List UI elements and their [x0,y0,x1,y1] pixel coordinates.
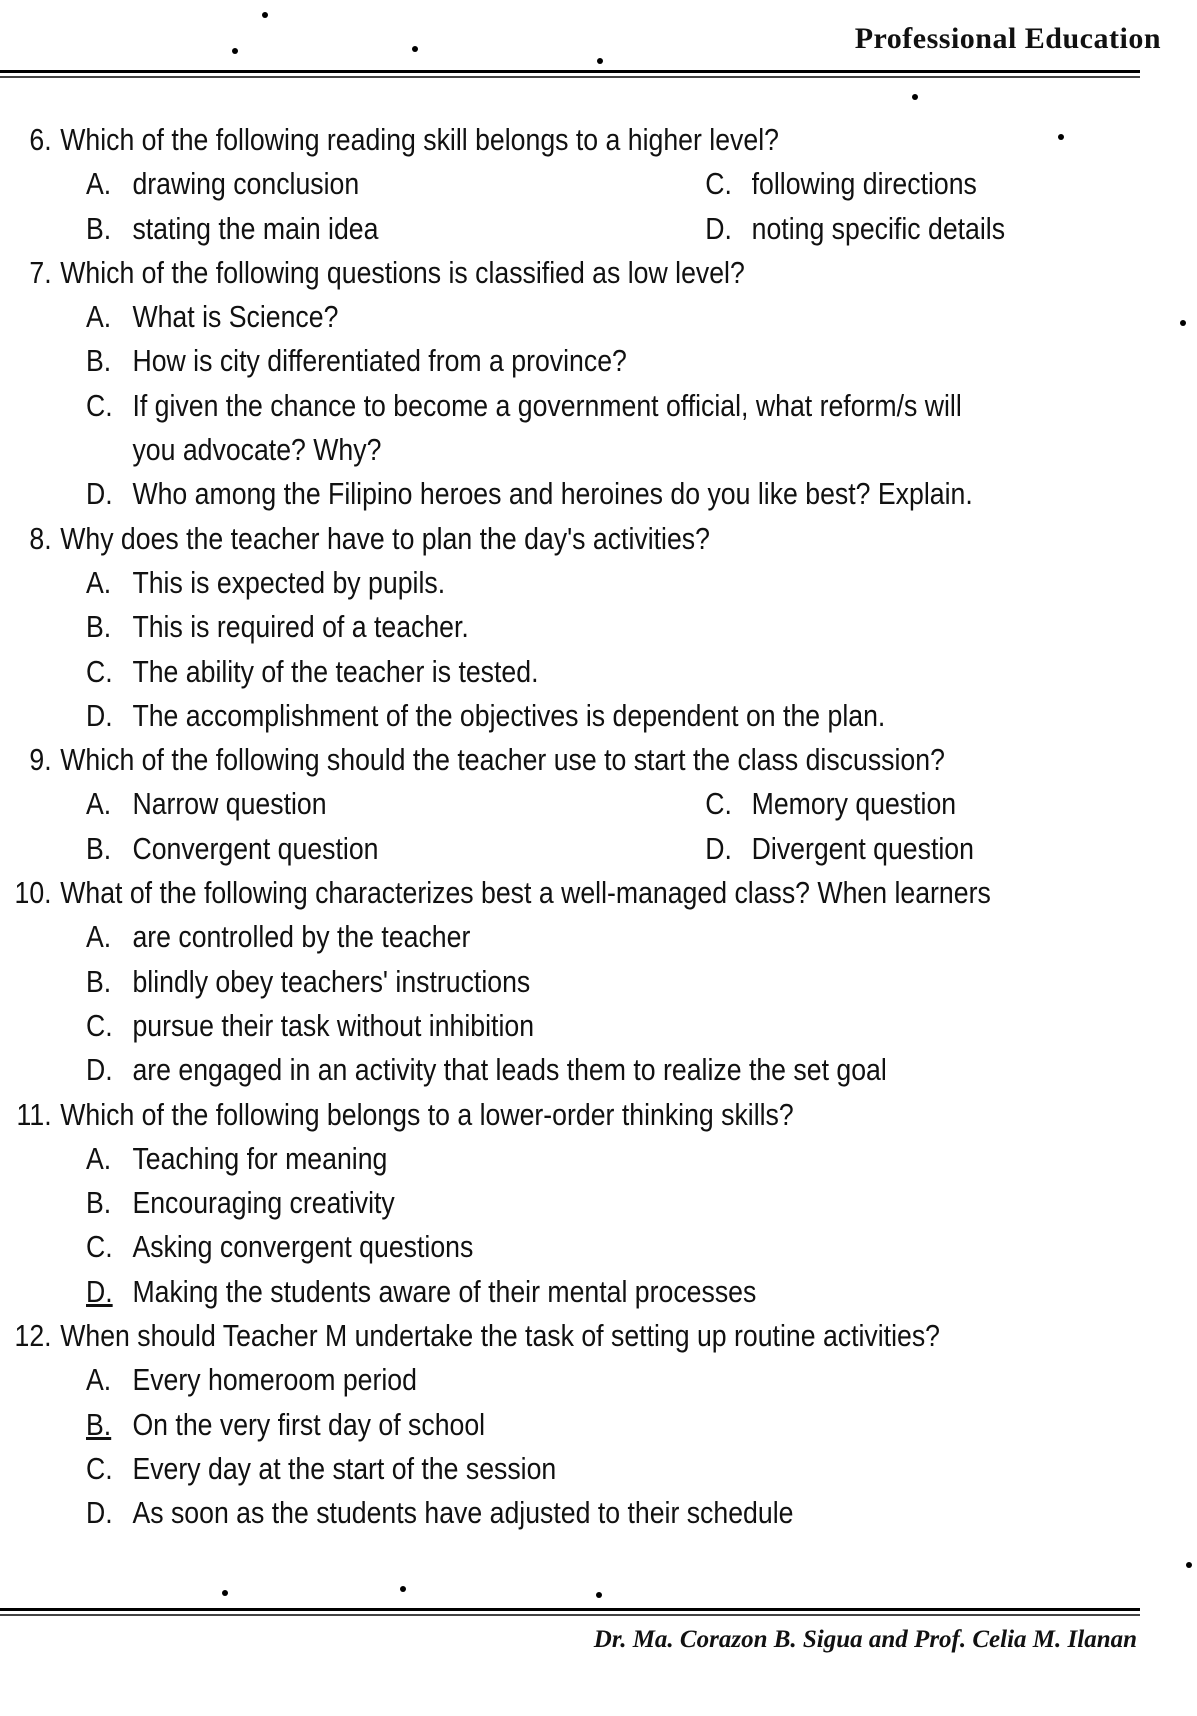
header-rule [0,70,1140,78]
choice-b[interactable] [86,960,998,1004]
question-6 [0,118,1006,251]
choice-text: Asking convergent questions [132,1229,474,1265]
scan-speck [1186,1562,1192,1568]
choice-text: Every day at the start of the session [132,1450,557,1486]
scan-speck [912,94,918,100]
choice-letter: C. [705,786,732,822]
choice-a[interactable] [86,1137,998,1181]
scan-speck [262,12,268,18]
choice-a[interactable] [86,561,998,605]
scan-speck [597,58,603,64]
choice-text: Memory question [751,786,957,822]
choice-c[interactable] [86,1447,998,1491]
choice-text: are engaged in an activity that leads them to realize the set goal [132,1052,887,1088]
choice-text: This is required of a teacher. [132,609,469,645]
choice-text: This is expected by pupils. [132,564,446,600]
choice-b[interactable] [86,605,998,649]
choice-letter: A. [86,564,112,600]
choice-d[interactable] [86,1491,998,1535]
choice-c[interactable] [86,1225,998,1269]
choice-text: Teaching for meaning [132,1140,388,1176]
choice-text: Divergent question [751,830,974,866]
choice-letter: D. [86,476,113,512]
choice-letter: A. [86,1362,112,1398]
choice-d[interactable] [86,1270,998,1314]
question-number: 10. [14,875,52,911]
choice-letter: C. [86,1450,113,1486]
question-number: 9. [29,742,52,778]
choice-text: stating the main idea [132,210,379,246]
choice-letter: A. [86,1140,112,1176]
question-text: Which of the following belongs to a lower-order thinking skills? [60,1096,794,1132]
choice-letter: C. [705,166,732,202]
page-header-title: Professional Education [854,22,1161,55]
choice-d[interactable] [86,1048,998,1092]
choice-letter: D. [86,1052,113,1088]
scan-speck [1180,320,1186,326]
question-12 [0,1314,998,1535]
choice-text: are controlled by the teacher [132,919,471,955]
question-text: Which of the following reading skill belongs to a higher level? [60,122,779,157]
choice-text: What is Science? [132,299,339,335]
choice-b[interactable] [86,1181,998,1225]
footer-credit: Dr. Ma. Corazon B. Sigua and Prof. Celia M. Ilanan [593,1626,1137,1653]
choice-letter: B. [86,343,112,379]
choice-d[interactable] [705,207,1197,251]
choice-a[interactable] [86,915,998,959]
question-number: 8. [29,520,52,556]
choice-letter: D. [705,830,732,866]
choice-text: pursue their task without inhibition [132,1007,535,1043]
choice-text: As soon as the students have adjusted to their schedule [132,1495,794,1531]
choice-letter: C. [86,653,113,689]
footer-rule [0,1608,1140,1616]
choice-c[interactable] [705,782,1197,826]
choice-a[interactable] [86,295,998,339]
choice-b[interactable] [86,339,998,383]
question-list [0,118,1006,1536]
question-8 [0,517,998,738]
choice-letter: D. [705,210,732,246]
choice-letter: B. [86,210,112,246]
choice-d[interactable] [705,827,1197,871]
choice-letter: D. [86,1273,113,1309]
choice-text: The accomplishment of the objectives is dependent on the plan. [132,697,886,733]
choice-b[interactable] [86,1403,998,1447]
choice-text: blindly obey teachers' instructions [132,963,531,999]
question-7 [0,251,998,517]
choice-d[interactable] [86,694,998,738]
choice-letter: D. [86,697,113,733]
question-number: 6. [29,122,52,157]
choice-text: noting specific details [751,210,1006,246]
question-text: Which of the following should the teacher use to start the class discussion? [60,742,945,778]
scan-speck [232,48,238,54]
scan-speck [222,1590,228,1596]
question-number: 11. [16,1096,52,1132]
choice-letter: B. [86,1185,112,1221]
question-10 [0,871,998,1092]
question-number: 12. [14,1318,52,1354]
choice-text: Encouraging creativity [132,1185,395,1221]
choice-text: Who among the Filipino heroes and heroines do you like best? Explain. [132,476,973,512]
choice-a[interactable] [86,782,705,826]
scan-speck [1058,134,1064,140]
choice-c[interactable] [86,384,998,473]
choice-letter: D. [86,1495,113,1531]
choice-c[interactable] [705,162,1197,206]
choice-text: If given the chance to become a government official, what reform/s will you advocate? Why? [132,387,962,468]
choice-text: drawing conclusion [132,166,360,202]
question-text: Which of the following questions is classified as low level? [60,254,745,290]
choice-b[interactable] [86,827,705,871]
choice-c[interactable] [86,1004,998,1048]
scan-speck [412,46,418,52]
choice-letter: B. [86,963,112,999]
choice-a[interactable] [86,162,705,206]
choice-text: How is city differentiated from a province? [132,343,627,379]
question-number: 7. [29,254,52,290]
choice-letter: B. [86,609,112,645]
question-9 [0,738,998,871]
question-11 [0,1093,998,1314]
question-text: What of the following characterizes best a well-managed class? When learners [60,875,991,911]
scan-speck [596,1592,602,1598]
choice-letter: C. [86,1229,113,1265]
question-text: When should Teacher M undertake the task of setting up routine activities? [60,1318,940,1354]
choice-letter: C. [86,387,113,423]
choice-b[interactable] [86,207,705,251]
choice-letter: B. [86,1406,112,1442]
choice-a[interactable] [86,1358,998,1402]
choice-text: following directions [751,166,977,202]
choice-letter: A. [86,919,112,955]
choice-letter: A. [86,786,112,822]
choice-letter: A. [86,299,112,335]
scan-speck [400,1586,406,1592]
choice-text: On the very first day of school [132,1406,486,1442]
choice-text: Every homeroom period [132,1362,417,1398]
choice-text: The ability of the teacher is tested. [132,653,539,689]
choice-text: Convergent question [132,830,379,866]
choice-d[interactable] [86,472,998,516]
choice-letter: A. [86,166,112,202]
choice-letter: C. [86,1007,113,1043]
choice-text: Narrow question [132,786,327,822]
question-text: Why does the teacher have to plan the day's activities? [60,520,710,556]
choice-text: Making the students aware of their mental processes [132,1273,757,1309]
choice-c[interactable] [86,650,998,694]
choice-letter: B. [86,830,112,866]
